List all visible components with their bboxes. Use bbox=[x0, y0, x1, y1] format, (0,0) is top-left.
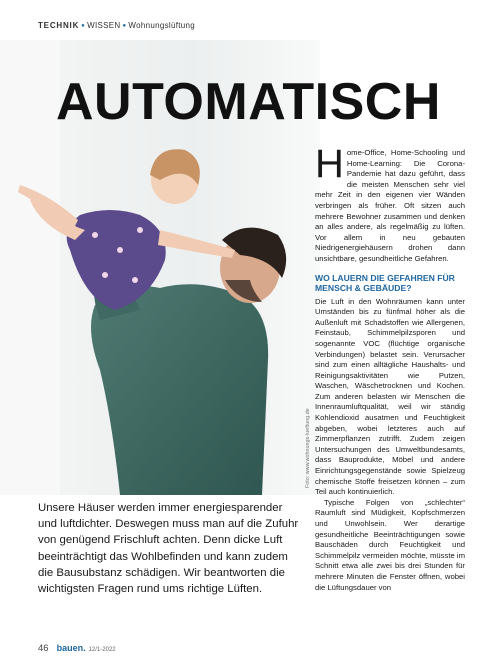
photo-credit bbox=[305, 408, 315, 588]
page-number: 46 bbox=[38, 643, 49, 654]
man-shirt bbox=[91, 284, 268, 495]
lead-paragraph: Unsere Häuser werden immer energiesparender und luftdichter. Deswegen muss man auf die Zufuhr von genügend Frischluft achten. Denn dicke Luft beeinträchtigt das Wohlbefinden und kann zudem die Bausubstanz schädigen. Wir beantworten die wichtigsten Fragen rund ums richtige Lüften. bbox=[38, 502, 299, 596]
drop-cap: H bbox=[315, 142, 344, 186]
intro-paragraph bbox=[315, 142, 465, 265]
body-paragraph: Die Luft in den Wohnräumen kann unter Umständen bis zu fünfmal höher als die Außenluft mit Schadstoffen wie Allergenen, Feinstaub, Schimmelpilzsporen und sogenannte VOC (flüchtige organische Verbindungen) belastet sein. Verursacher sind zum einen alltägliche Haushalts- und Reinigungsaktivitäten wie Putzen, Waschen, Wäschetrocknen und Kochen. Zum anderen belasten wir Menschen die Innenraumluftqualität, weil wir ständig Kohlendioxid ausatmen und Feuchtigkeit abgeben, wobei letzteres auch auf Zimmerpflanzen zutrifft. Zudem zeigen Untersuchungen des Umweltbundesamts, dass Bauprodukte, Möbel und andere Einrichtungsgegenstände sowie Spielzeug chemische Stoffe freisetzen können – zum Teil auch kontinuierlich. bbox=[315, 296, 465, 497]
section-heading: WO LAUERN DIE GEFAHREN FÜR MENSCH & GEBÄUDE? bbox=[315, 272, 455, 294]
breadcrumb-separator: ● bbox=[122, 23, 127, 29]
issue-date: 12/1-2022 bbox=[88, 647, 116, 653]
breadcrumb-section-topic: Wohnungslüftung bbox=[128, 21, 196, 30]
intro-text: ome-Office, Home-Schooling und Home-Learning: Die Corona-Pandemie hat dazu geführt, dass die meisten Menschen sehr viel mehr Zeit in den eigenen vier Wänden verbringen als früher. Oft sitzen auch mehrere Bewohner zusammen und denken an alles andere, als regelmäßig zu lüften. Vor allem in neu gebauten Niedrigenergiehäusern drohen dann unsichtbare, gesundheitliche Gefahren. bbox=[315, 148, 465, 263]
breadcrumb-section-technik: TECHNIK bbox=[38, 21, 80, 30]
magazine-name: bauen. bbox=[56, 643, 86, 653]
page-footer bbox=[38, 643, 116, 654]
page-title: AUTOMATISCH bbox=[56, 73, 441, 131]
breadcrumb-section-wissen: WISSEN bbox=[87, 21, 121, 30]
photo-credit-text: Foto: www.wohnungs-lueftung.de bbox=[305, 408, 311, 488]
breadcrumb-separator: ● bbox=[81, 23, 86, 29]
breadcrumb bbox=[38, 21, 195, 30]
article-column bbox=[315, 142, 465, 593]
body-paragraph: Typische Folgen von „schlechter“ Raumluft sind Müdigkeit, Kopfschmerzen und Unwohlsein. Wer derartige gesundheitliche Beeinträchtigungen sowie Bauschäden durch Feuchtigkeit und Schimmelpilz vermeiden möchte, müsste im Schnitt etwa alle zwei bis drei Stunden für mehrere Minuten die Fenster öffnen, wobei die Lüftungsdauer von bbox=[315, 497, 465, 592]
